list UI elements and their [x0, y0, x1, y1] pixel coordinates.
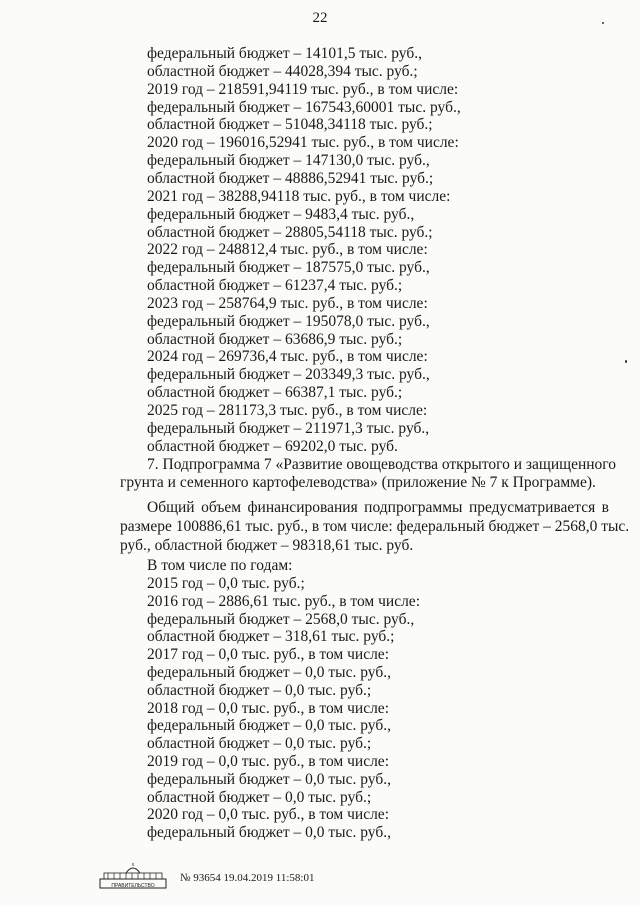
scan-speck: [625, 360, 627, 363]
funding-paragraph-line2: размере 100886,61 тыс. руб., в том числе: федеральный бюджет – 2568,0 тыс.: [120, 518, 630, 535]
budget-line: 2018 год – 0,0 тыс. руб., в том числе:: [147, 699, 389, 717]
budget-line: областной бюджет – 61237,4 тыс. руб.;: [147, 277, 403, 295]
budget-line: 2022 год – 248812,4 тыс. руб., в том числе:: [147, 241, 428, 259]
section-7-heading-line1: 7. Подпрограмма 7 «Развитие овощеводства открытого и защищенного: [147, 456, 617, 473]
budget-line: областной бюджет – 0,0 тыс. руб.;: [147, 788, 372, 806]
budget-line: федеральный бюджет – 211971,3 тыс. руб.,: [147, 419, 430, 437]
budget-line: областной бюджет – 44028,394 тыс. руб.;: [147, 62, 418, 80]
budget-line: 2019 год – 0,0 тыс. руб., в том числе:: [147, 753, 389, 770]
scan-speck: [602, 22, 604, 24]
budget-line: федеральный бюджет – 2568,0 тыс. руб.,: [147, 610, 415, 628]
budget-line: федеральный бюджет – 195078,0 тыс. руб.,: [147, 312, 430, 330]
budget-line: 2023 год – 258764,9 тыс. руб., в том числе:: [147, 294, 428, 312]
page-number: 22: [312, 10, 328, 26]
budget-line: областной бюджет – 48886,52941 тыс. руб.;: [147, 169, 434, 187]
budget-line: 2020 год – 196016,52941 тыс. руб., в том числе:: [147, 134, 459, 152]
budget-line: федеральный бюджет – 147130,0 тыс. руб.,: [147, 152, 430, 170]
budget-line: областной бюджет – 0,0 тыс. руб.;: [147, 681, 372, 699]
budget-line: 2020 год – 0,0 тыс. руб., в том числе:: [147, 806, 389, 824]
budget-line: 2021 год – 38288,94118 тыс. руб., в том числе:: [147, 187, 451, 205]
budget-line: федеральный бюджет – 0,0 тыс. руб.,: [147, 824, 391, 842]
budget-line: областной бюджет – 51048,34118 тыс. руб.;: [147, 116, 433, 134]
document-number: № 93654: [180, 872, 221, 884]
funding-paragraph-line3: руб., областной бюджет – 98318,61 тыс. руб.: [120, 537, 414, 554]
budget-line: федеральный бюджет – 187575,0 тыс. руб.,: [147, 259, 430, 277]
budget-line: областной бюджет – 318,61 тыс. руб.;: [147, 628, 395, 646]
budget-line: федеральный бюджет – 0,0 тыс. руб.,: [147, 664, 391, 681]
stamp-label: ПРАВИТЕЛЬСТВО: [111, 883, 155, 889]
budget-line: областной бюджет – 66387,1 тыс. руб.;: [147, 384, 403, 402]
document-registration-stamp: [180, 872, 314, 884]
budget-line: областной бюджет – 0,0 тыс. руб.;: [147, 735, 372, 753]
budget-line: 2017 год – 0,0 тыс. руб., в том числе:: [147, 646, 389, 664]
budget-line: областной бюджет – 28805,54118 тыс. руб.;: [147, 223, 433, 241]
budget-line: 2024 год – 269736,4 тыс. руб., в том числе:: [147, 348, 428, 366]
budget-line: 2019 год – 218591,94119 тыс. руб., в том числе:: [147, 80, 459, 98]
funding-paragraph-line1: Общий объем финансирования подпрограммы предусматривается в: [147, 499, 609, 516]
by-years-heading: В том числе по годам:: [147, 557, 293, 574]
budget-line: 2015 год – 0,0 тыс. руб.;: [147, 575, 305, 592]
budget-line: федеральный бюджет – 203349,3 тыс. руб.,: [147, 366, 430, 384]
section-7-heading-line2: грунта и семенного картофелеводства» (приложение № 7 к Программе).: [120, 474, 596, 491]
budget-line: федеральный бюджет – 9483,4 тыс. руб.,: [147, 205, 415, 223]
budget-line: федеральный бюджет – 167543,60001 тыс. руб.,: [147, 98, 461, 116]
budget-line: областной бюджет – 63686,9 тыс. руб.;: [147, 330, 403, 348]
budget-line: федеральный бюджет – 0,0 тыс. руб.,: [147, 717, 391, 735]
budget-line: 2016 год – 2886,61 тыс. руб., в том числе:: [147, 592, 420, 610]
budget-line: областной бюджет – 69202,0 тыс. руб.: [147, 437, 398, 455]
budget-line: федеральный бюджет – 0,0 тыс. руб.,: [147, 770, 391, 788]
document-timestamp: 19.04.2019 11:58:01: [223, 872, 315, 884]
budget-line: 2025 год – 281173,3 тыс. руб., в том числе:: [147, 402, 428, 419]
budget-line: федеральный бюджет – 14101,5 тыс. руб.,: [147, 45, 422, 62]
